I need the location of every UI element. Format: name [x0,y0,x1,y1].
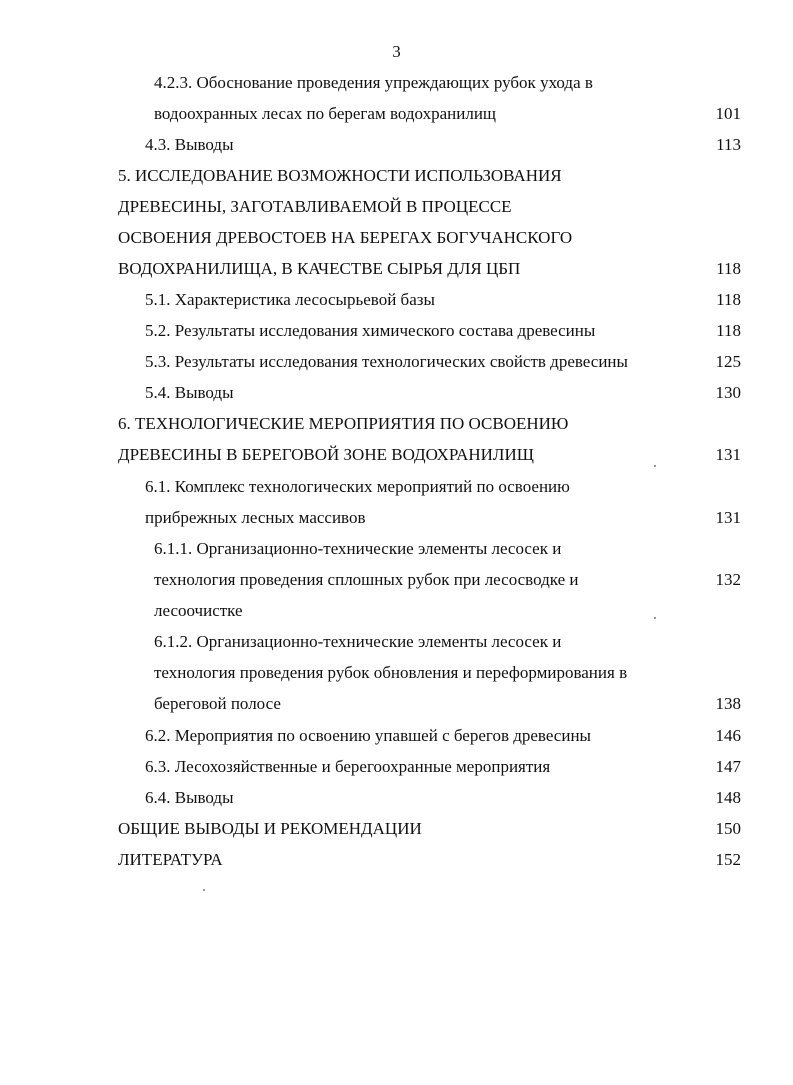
toc-entry-line: 5.2. Результаты исследования химического состава древесины [145,321,596,340]
toc-entry-line: лесоочистке [154,601,243,620]
toc-page-number: 130 [715,383,741,402]
toc-entry-line: 5.3. Результаты исследования технологических свойств древесины [145,352,628,371]
toc-page-number: 148 [715,788,741,807]
toc-page-number: 118 [716,290,741,309]
toc-entry-line: 5.1. Характеристика лесосырьевой базы [145,290,435,309]
toc-page-number: 150 [715,819,741,838]
toc-chapter-line: 6. ТЕХНОЛОГИЧЕСКИЕ МЕРОПРИЯТИЯ ПО ОСВОЕНИЮ [118,414,569,433]
toc-entry-line: береговой полосе [154,694,281,713]
toc-entry-line: 4.2.3. Обоснование проведения упреждающих рубок ухода в [154,73,593,92]
toc-entry-line: 6.2. Мероприятия по освоению упавшей с берегов древесины [145,726,591,745]
toc-page-number: 147 [715,757,741,776]
toc-chapter-line: ЛИТЕРАТУРА [118,850,223,869]
toc-page-number: 101 [715,104,741,123]
toc-entry-line: 5.4. Выводы [145,383,234,402]
toc-entry-line: технология проведения рубок обновления и переформирования в [154,663,628,682]
toc-chapter-line: ДРЕВЕСИНЫ, ЗАГОТАВЛИВАЕМОЙ В ПРОЦЕССЕ [118,197,512,216]
toc-page-number: 118 [716,321,741,340]
toc-entry-line: 6.1.2. Организационно-технические элементы лесосек и [154,632,562,651]
scan-speck [654,465,656,467]
toc-entry-line: прибрежных лесных массивов [145,508,366,527]
toc-entry-line: 4.3. Выводы [145,135,234,154]
toc-entry-line: 6.3. Лесохозяйственные и берегоохранные мероприятия [145,757,551,776]
toc-entry-line: водоохранных лесах по берегам водохранилищ [154,104,497,123]
toc-page-number: 125 [715,352,741,371]
toc-chapter-line: ОБЩИЕ ВЫВОДЫ И РЕКОМЕНДАЦИИ [118,819,422,838]
toc-page-number: 146 [715,726,741,745]
toc-chapter-line: ОСВОЕНИЯ ДРЕВОСТОЕВ НА БЕРЕГАХ БОГУЧАНСКОГО [118,228,573,247]
scan-speck [203,889,205,891]
toc-chapter-line: ВОДОХРАНИЛИЩА, В КАЧЕСТВЕ СЫРЬЯ ДЛЯ ЦБП [118,259,521,278]
toc-page-number: 118 [716,259,741,278]
toc-chapter-line: ДРЕВЕСИНЫ В БЕРЕГОВОЙ ЗОНЕ ВОДОХРАНИЛИЩ [118,445,534,464]
toc-page-number: 152 [715,850,741,869]
toc-entry-line: 6.1. Комплекс технологических мероприятий по освоению [145,477,570,496]
toc-page-number: 138 [715,694,741,713]
scan-speck [654,617,656,619]
toc-page-number: 113 [716,135,741,154]
toc-page-number: 131 [715,508,741,527]
toc-page-number: 131 [715,445,741,464]
toc-entry-line: технология проведения сплошных рубок при лесосводке и [154,570,579,589]
page-number: 3 [392,42,401,61]
toc-entry-line: 6.4. Выводы [145,788,234,807]
toc-page-number: 132 [715,570,741,589]
toc-chapter-line: 5. ИССЛЕДОВАНИЕ ВОЗМОЖНОСТИ ИСПОЛЬЗОВАНИЯ [118,166,562,185]
toc-entry-line: 6.1.1. Организационно-технические элементы лесосек и [154,539,562,558]
